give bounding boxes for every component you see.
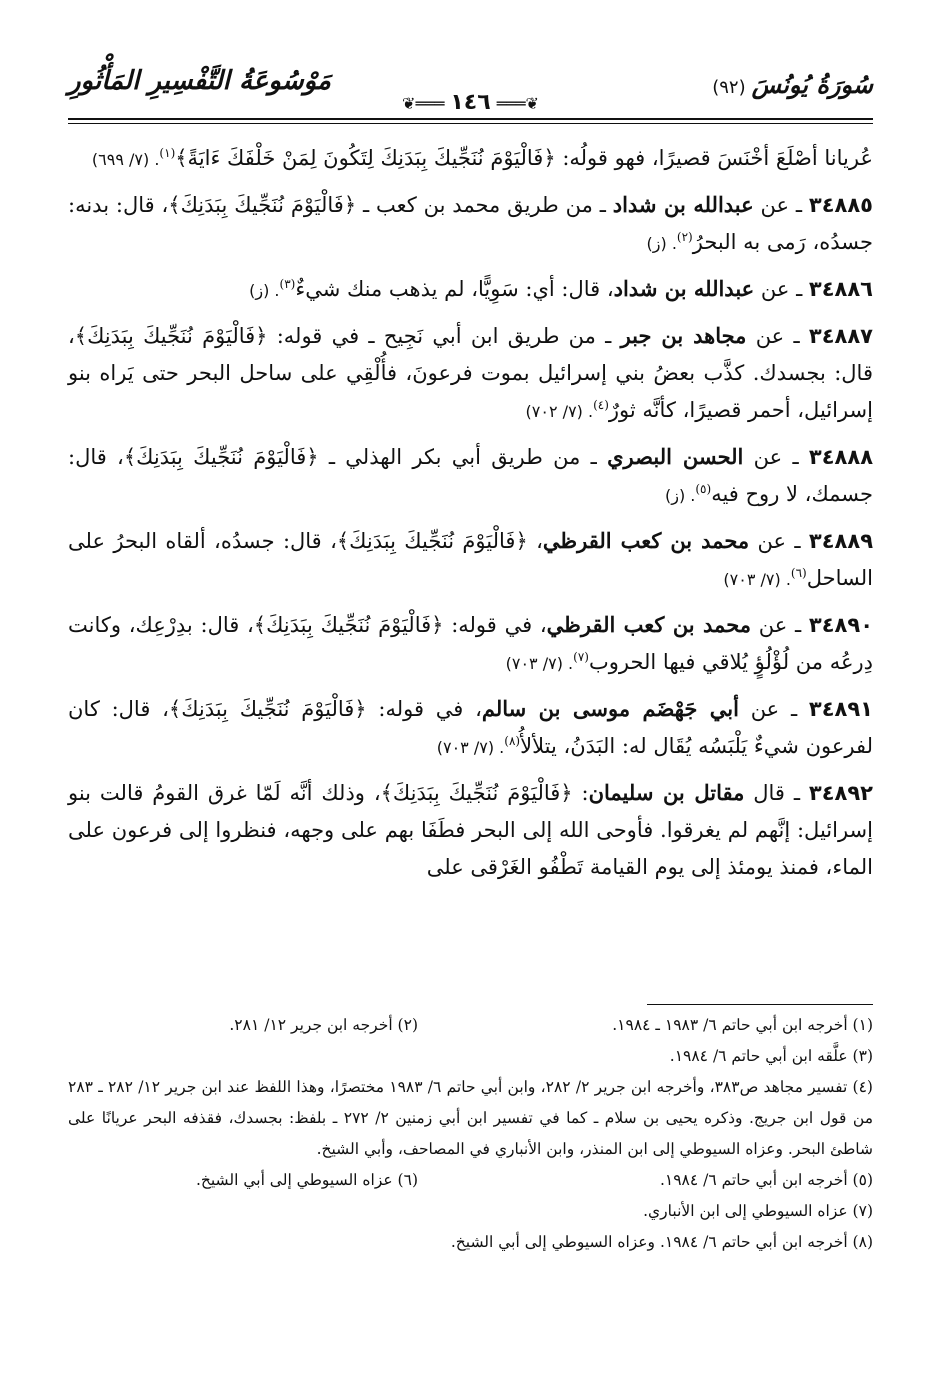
volume-reference: . (ز) xyxy=(249,281,280,300)
narration-entry xyxy=(68,690,873,766)
entry-text: ، قال: أي: سَوِيًّا، لم يذهب منك شيءٌ xyxy=(295,277,614,301)
page-number: ١٤٦ xyxy=(450,90,491,115)
footnote-marker: (٤) xyxy=(593,398,609,412)
entry-text: عُريانا أصْلَعَ أخْنَسَ قصيرًا، فهو قولُه: ﴿فَالْيَوْمَ نُنَجِّيكَ بِبَدَنِكَ لِتَكُونَ لِمَنْ خَلْفَكَ ءَايَةً﴾ xyxy=(175,146,873,170)
narrator-name: أبي جَهْضَم موسى بن سالم xyxy=(481,696,739,721)
narrator-name: مجاهد بن جبر xyxy=(620,323,747,348)
footnote-marker: (٧) xyxy=(573,650,589,664)
volume-reference: . (ز) xyxy=(646,234,677,253)
entry-number: ٣٤٨٩١ xyxy=(808,697,873,721)
main-text xyxy=(68,140,873,894)
entry-connector: ـ عن xyxy=(751,613,809,637)
narrator-name: عبدالله بن شداد xyxy=(613,276,755,301)
volume-reference: . (ز) xyxy=(664,486,696,505)
entry-text: ، في قوله: ﴿فَالْيَوْمَ نُنَجِّيكَ بِبَدَنِكَ﴾، قال: بدِرْعِك، وكانت دِرعُه من لُؤْلُؤٍ يُلاقي فيها الحروب xyxy=(68,613,873,674)
volume-reference: . (٧/ ٦٩٩) xyxy=(91,150,160,169)
entry-connector: ـ عن xyxy=(753,193,809,217)
narrator-name: محمد بن كعب القرظي xyxy=(542,528,750,553)
volume-reference: . (٧/ ٧٠٢) xyxy=(525,402,594,421)
entry-connector: ـ عن xyxy=(749,529,809,553)
page-header xyxy=(68,66,873,126)
surah-name: سُورَةُ يُونُسَ xyxy=(751,70,873,99)
narrator-name: محمد بن كعب القرظي xyxy=(546,612,751,637)
entry-text: ، ﴿فَالْيَوْمَ نُنَجِّيكَ بِبَدَنِكَ﴾، قال: جسدُه، ألقاه البحرُ على الساحل xyxy=(68,529,873,590)
footnote-row xyxy=(68,1010,873,1041)
entry-number: ٣٤٨٨٧ xyxy=(808,324,873,348)
volume-reference: . (٧/ ٧٠٣) xyxy=(723,570,791,589)
narration-entry xyxy=(68,186,873,262)
footnote-marker: (١) xyxy=(159,146,176,160)
footnote-row xyxy=(68,1227,873,1258)
volume-reference: . (٧/ ٧٠٣) xyxy=(436,738,505,757)
entry-connector: ـ عن xyxy=(754,277,809,301)
footnote: (٣) علَّقه ابن أبي حاتم ٦/ ١٩٨٤. xyxy=(669,1047,873,1065)
narrator-name: الحسن البصري xyxy=(607,444,744,469)
footnote-row xyxy=(68,1196,873,1227)
footnote-separator xyxy=(647,1004,873,1005)
entry-text: ـ من طريق أبي بكر الهذلي ـ ﴿فَالْيَوْمَ نُنَجِّيكَ بِبَدَنِكَ﴾، قال: جسمك، لا روح فيه xyxy=(68,445,873,506)
entry-number: ٣٤٨٨٨ xyxy=(808,445,874,469)
entry-number: ٣٤٨٨٩ xyxy=(808,529,874,553)
footnote: (٤) تفسير مجاهد ص٣٨٣، وأخرجه ابن جرير ٢/ ٢٨٢، وابن أبي حاتم ٦/ ١٩٨٣ مختصرًا، وهذا اللفظ عند ابن جرير ١٢/ ٢٨٢ ـ ٢٨٣ من قول ابن جريج. وذكره يحيى بن سلام ـ كما في تفسير ابن أبي زمنين ٢/ ٢٧٢ ـ بلفظ: بجسدك، فقذفه البحر عريانًا على شاطئ البحر. وعزاه السيوطي إلى ابن المنذر، وابن الأنباري في المصاحف، وأبي الشيخ. xyxy=(68,1078,873,1158)
entry-text: ، في قوله: ﴿فَالْيَوْمَ نُنَجِّيكَ بِبَدَنِكَ﴾، قال: كان لفرعون شيءٌ يَلْبَسُه يُقَال له: البَدَنُ، يتلألأُ xyxy=(68,697,873,758)
volume-reference: . (٧/ ٧٠٣) xyxy=(505,654,574,673)
footnote: (٧) عزاه السيوطي إلى ابن الأنباري. xyxy=(643,1202,873,1220)
narration-entry xyxy=(68,438,873,514)
narration-entry xyxy=(68,606,873,682)
footnote-row xyxy=(68,1165,873,1196)
narration-entry xyxy=(68,522,873,598)
header-rule xyxy=(68,118,873,120)
narration-entry xyxy=(68,317,873,430)
footnote-row xyxy=(68,1041,873,1072)
narration-entry xyxy=(68,270,873,309)
entry-connector: ـ عن xyxy=(743,445,809,469)
header-rule-thin xyxy=(68,123,873,124)
entry-text: : ﴿فَالْيَوْمَ نُنَجِّيكَ بِبَدَنِكَ﴾، وذلك أنَّه لَمّا غرق القومُ قالت بنو إسرائيل: إنَّهم لم يغرقوا. فأوحى الله إلى البحر فطَفَا بهم على وجهه، فنظروا إلى فرعون على الماء، فمنذ يومئذ إلى يوم القيامة تَطْفُو الغَرْقى على xyxy=(68,781,873,879)
footnote-marker: (٢) xyxy=(676,230,693,244)
footnote: (٨) أخرجه ابن أبي حاتم ٦/ ١٩٨٤. وعزاه السيوطي إلى أبي الشيخ. xyxy=(450,1233,873,1251)
footnote-marker: (٦) xyxy=(790,566,807,580)
book-title: مَوْسُوعَةُ التَّفْسِيرِ المَأْثُورِ xyxy=(68,66,331,96)
entry-connector: ـ قال xyxy=(744,781,809,805)
entry-number: ٣٤٨٩٠ xyxy=(808,613,874,637)
footnote-marker: (٨) xyxy=(504,734,521,748)
footnote: (٥) أخرجه ابن أبي حاتم ٦/ ١٩٨٤. xyxy=(659,1171,873,1189)
paragraph xyxy=(68,140,873,178)
footnote-marker: (٣) xyxy=(279,277,296,291)
footnote-marker: (٥) xyxy=(695,482,712,496)
ornament-icon: ═══❦ xyxy=(402,94,445,113)
narrator-name: عبدالله بن شداد xyxy=(612,192,754,217)
narrator-name: مقاتل بن سليمان xyxy=(588,780,745,805)
entry-connector: ـ عن xyxy=(746,324,809,348)
footnote: (١) أخرجه ابن أبي حاتم ٦/ ١٩٨٣ ـ ١٩٨٤. xyxy=(612,1016,873,1034)
footnote: (٢) أخرجه ابن جرير ١٢/ ٢٨١. xyxy=(229,1016,418,1034)
entry-text: ـ من طريق ابن أبي نَجِيح ـ في قوله: ﴿فَالْيَوْمَ نُنَجِّيكَ بِبَدَنِكَ﴾، قال: بجسدك. كذَّب بعضُ بني إسرائيل بموت فرعونَ، فأُلْقِي على ساحل البحر حتى يَراه بنو إسرائيل، أحمر قصيرًا، كأنَّه ثورٌ xyxy=(68,324,873,422)
entry-connector: ـ عن xyxy=(738,697,809,721)
ornament-icon: ❦═══ xyxy=(496,94,539,113)
footnotes xyxy=(68,1010,873,1258)
entry-number: ٣٤٨٩٢ xyxy=(808,781,873,805)
narration-entry xyxy=(68,774,873,886)
entry-number: ٣٤٨٨٦ xyxy=(808,277,873,301)
entry-text: ـ من طريق محمد بن كعب ـ ﴿فَالْيَوْمَ نُنَجِّيكَ بِبَدَنِكَ﴾، قال: بدنه: جسدُه، رَمى به البحرُ xyxy=(68,193,873,254)
footnote: (٦) عزاه السيوطي إلى أبي الشيخ. xyxy=(195,1171,418,1189)
surah-number: (٩٢) xyxy=(712,77,746,98)
entry-number: ٣٤٨٨٥ xyxy=(808,193,873,217)
